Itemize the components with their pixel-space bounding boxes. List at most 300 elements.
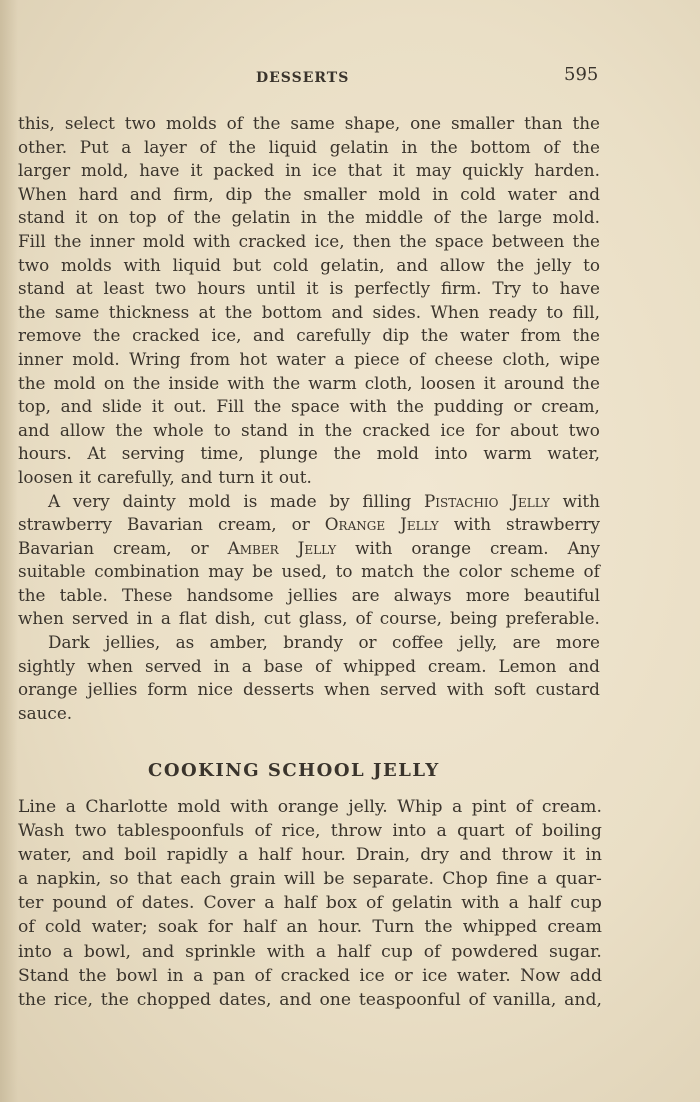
text-line: [18, 560, 600, 584]
word: the: [193, 207, 222, 228]
text-line: [18, 915, 602, 939]
word: of: [166, 207, 184, 228]
word: throw: [501, 845, 553, 866]
text-line: [18, 867, 602, 891]
word: of: [115, 893, 133, 914]
word: middle: [365, 207, 424, 228]
word: it: [190, 160, 203, 181]
word: of: [408, 348, 426, 369]
word: add: [569, 965, 602, 986]
word: sauce.: [18, 702, 73, 723]
word: coffee: [392, 632, 444, 653]
word: pan: [212, 965, 246, 986]
word: it: [260, 466, 273, 487]
word: jelly.: [348, 797, 388, 817]
word: Line: [18, 797, 57, 817]
word: out.: [173, 396, 207, 417]
word: remove: [18, 325, 82, 346]
word: cracked: [362, 419, 431, 440]
word: cold: [44, 917, 82, 938]
word: of: [543, 136, 560, 157]
word: soft: [493, 679, 526, 700]
word: the: [572, 136, 600, 157]
word: mold: [142, 230, 185, 251]
text-line: [18, 183, 600, 207]
word: ice: [359, 965, 385, 986]
word: in: [136, 608, 153, 629]
word: served: [144, 655, 202, 676]
word: top: [129, 207, 157, 228]
word: hour.: [301, 845, 346, 866]
word: cloth,: [364, 372, 413, 393]
word: cracked: [132, 325, 200, 346]
word: water,: [547, 443, 600, 464]
word: served: [71, 608, 129, 629]
word: rice,: [53, 989, 93, 1010]
word: carefully: [296, 325, 371, 346]
word: of: [254, 821, 272, 842]
word: A: [48, 490, 61, 511]
word: this,: [18, 113, 55, 133]
word: jellies,: [105, 632, 161, 653]
word: table.: [59, 584, 108, 605]
word: and,: [564, 989, 602, 1010]
word: two: [155, 278, 187, 299]
word: flat: [178, 608, 207, 629]
word: made: [270, 490, 317, 511]
word: Bavarian: [18, 537, 95, 558]
word: used,: [281, 561, 327, 582]
word: are: [351, 584, 380, 605]
word: hours.: [18, 443, 72, 464]
paragraph-mold-method: [18, 112, 600, 490]
word: ice: [312, 160, 337, 181]
word: the: [18, 372, 46, 393]
word: and: [279, 989, 312, 1010]
word: brandy: [283, 632, 344, 653]
word: cloth,: [502, 348, 551, 369]
word: to: [531, 278, 549, 299]
word: orange: [18, 679, 78, 700]
word: strawberry: [18, 514, 112, 535]
word: a: [241, 655, 252, 676]
word: Lemon: [498, 655, 557, 676]
word: same: [290, 113, 335, 133]
word: or: [358, 632, 377, 653]
word: box: [325, 893, 357, 914]
word: cup: [381, 941, 413, 962]
word: mold: [188, 490, 231, 511]
text-line: [18, 631, 600, 655]
word: with: [461, 893, 500, 914]
word: packed: [213, 160, 275, 181]
word: strawberry: [506, 514, 600, 535]
word: jellies: [287, 584, 338, 605]
word: dip: [382, 325, 410, 346]
word: or: [513, 396, 532, 417]
word: At: [87, 443, 106, 464]
word: ice,: [314, 230, 345, 251]
word: When: [18, 183, 67, 204]
word: and: [129, 183, 162, 204]
text-line: [18, 348, 600, 372]
word: inside: [168, 372, 220, 393]
word: in: [585, 845, 602, 866]
word: in: [401, 136, 418, 157]
word: have: [139, 160, 180, 181]
word: around: [503, 372, 565, 393]
word: the: [272, 372, 301, 393]
word: cheese: [434, 348, 494, 369]
word: warm: [483, 443, 532, 464]
word: half: [337, 941, 371, 962]
word: dates.: [141, 893, 195, 914]
text-line: [18, 324, 600, 348]
word: and: [253, 325, 285, 346]
word: hard: [78, 183, 119, 204]
word: Dark: [48, 632, 90, 653]
word: the: [324, 419, 353, 440]
word: two: [18, 254, 50, 275]
word: base: [263, 655, 304, 676]
word: a: [315, 941, 327, 962]
word: gelatin: [391, 893, 453, 914]
word: a: [65, 797, 76, 817]
word: Bavarian: [126, 514, 203, 535]
word: inner: [89, 230, 135, 251]
word: water,: [18, 845, 72, 866]
text-line: [18, 490, 600, 514]
word: is: [329, 278, 344, 299]
word: of: [515, 797, 533, 817]
word: orange: [277, 797, 339, 817]
text-line: [18, 466, 600, 490]
word: in: [300, 207, 317, 228]
text-line: [18, 442, 600, 466]
word: shape,: [344, 113, 401, 133]
word: bottom: [261, 301, 323, 322]
word: the: [430, 136, 458, 157]
word: orange: [411, 537, 472, 558]
word: cracked: [280, 965, 350, 986]
word: sugar.: [548, 941, 602, 962]
word: from: [520, 325, 561, 346]
word: being: [450, 608, 498, 629]
word: tablespoonfuls: [116, 821, 245, 842]
word: allow: [59, 419, 106, 440]
small-caps-word: Jelly: [511, 490, 550, 511]
word: stand: [241, 419, 288, 440]
word: when: [18, 608, 64, 629]
word: a: [121, 136, 132, 157]
word: quart: [457, 821, 505, 842]
word: the: [224, 301, 253, 322]
word: pound: [52, 893, 107, 914]
word: a: [62, 941, 73, 962]
word: slide: [101, 396, 142, 417]
word: the: [422, 561, 451, 582]
word: an: [286, 917, 308, 938]
word: mold.: [552, 207, 600, 228]
word: two: [568, 419, 600, 440]
text-line: [18, 940, 602, 964]
word: soak: [157, 917, 198, 938]
word: it: [392, 160, 405, 181]
word: quar-: [555, 869, 602, 890]
word: filling: [362, 490, 412, 511]
word: it: [306, 278, 319, 299]
word: the: [18, 301, 46, 322]
word: warm: [308, 372, 357, 393]
word: hours: [197, 278, 246, 299]
word: a: [18, 869, 29, 890]
word: the: [252, 113, 281, 133]
word: a: [451, 797, 463, 817]
word: out.: [278, 466, 312, 487]
word: it: [75, 207, 88, 228]
word: of: [226, 113, 243, 133]
word: Wash: [18, 821, 65, 842]
word: in: [213, 655, 230, 676]
word: boiling: [541, 821, 602, 842]
word: the: [572, 230, 600, 251]
word: glass,: [298, 608, 348, 629]
word: of: [583, 561, 600, 582]
word: throw: [330, 821, 383, 842]
text-line: [18, 843, 602, 867]
word: so: [109, 869, 129, 890]
word: the: [424, 917, 453, 938]
word: of: [254, 965, 272, 986]
word: sides.: [372, 301, 422, 322]
word: preferable.: [505, 608, 600, 629]
word: then: [352, 230, 392, 251]
word: the: [572, 113, 600, 133]
word: color: [458, 561, 502, 582]
word: bottom: [470, 136, 531, 157]
text-line: [18, 891, 602, 915]
body-text-lower: [18, 795, 602, 1012]
word: gelatin,: [320, 254, 385, 275]
word: and: [81, 845, 115, 866]
word: stand: [18, 207, 65, 228]
word: or: [291, 514, 310, 535]
word: vanilla,: [493, 989, 557, 1010]
word: it: [562, 845, 576, 866]
word: cracked: [238, 230, 307, 251]
word: but: [232, 254, 262, 275]
word: be: [252, 561, 273, 582]
paragraph-cooking-school-jelly: [18, 795, 602, 1012]
word: wipe: [559, 348, 600, 369]
word: the: [78, 965, 107, 986]
word: as: [175, 632, 195, 653]
word: space: [434, 230, 484, 251]
word: of: [468, 989, 486, 1010]
word: with: [446, 679, 484, 700]
text-line: [18, 678, 600, 702]
word: two: [124, 113, 156, 133]
text-line: [18, 230, 600, 254]
word: smaller: [303, 183, 367, 204]
word: served: [380, 679, 437, 700]
paragraph-dainty-mold: [18, 490, 600, 632]
word: water: [459, 325, 510, 346]
small-caps-word: Pistachio: [424, 490, 499, 511]
word: with: [227, 372, 265, 393]
word: and: [568, 655, 600, 676]
word: a: [334, 348, 345, 369]
word: with: [453, 514, 492, 535]
word: in: [285, 160, 302, 181]
word: ready: [488, 301, 537, 322]
word: half: [242, 917, 277, 938]
word: larger: [18, 160, 71, 181]
text-line: [18, 702, 600, 726]
word: layer: [143, 136, 187, 157]
word: of: [365, 893, 383, 914]
word: and: [331, 301, 364, 322]
word: with: [349, 396, 387, 417]
word: the: [53, 230, 82, 251]
word: of: [199, 136, 216, 157]
word: or: [394, 965, 413, 986]
word: and: [141, 941, 175, 962]
word: it: [78, 466, 92, 487]
word: on: [97, 207, 119, 228]
word: more: [556, 632, 600, 653]
word: one: [319, 989, 352, 1010]
word: the: [18, 584, 46, 605]
word: molds: [61, 254, 112, 275]
word: is: [243, 490, 258, 511]
word: cream: [547, 917, 602, 938]
word: in: [432, 183, 449, 204]
word: inner: [18, 348, 63, 369]
word: a: [160, 608, 171, 629]
word: allow: [439, 254, 485, 275]
word: perfectly: [354, 278, 431, 299]
word: loosen: [18, 466, 73, 487]
word: water;: [91, 917, 148, 938]
word: to: [213, 419, 231, 440]
word: mold: [177, 797, 221, 817]
text-line: [18, 964, 602, 988]
word: when: [87, 655, 133, 676]
word: the: [396, 396, 424, 417]
running-header-section: DESSERTS: [256, 70, 350, 86]
word: dry: [420, 845, 450, 866]
word: Stand: [18, 965, 70, 986]
word: Put: [79, 136, 109, 157]
word: dish,: [214, 608, 256, 629]
word: a: [264, 893, 275, 914]
word: ice: [422, 965, 448, 986]
word: jelly: [535, 254, 572, 275]
word: Wring: [129, 348, 181, 369]
word: a: [193, 965, 204, 986]
word: bowl: [116, 965, 158, 986]
word: between: [491, 230, 565, 251]
word: the: [264, 183, 292, 204]
word: scheme: [510, 561, 575, 582]
word: of: [433, 207, 450, 228]
word: and: [18, 419, 50, 440]
word: a: [237, 845, 249, 866]
text-line: [18, 607, 600, 631]
paragraph-dark-jellies: [18, 631, 600, 725]
word: rice,: [281, 821, 321, 842]
word: cut: [263, 608, 291, 629]
word: the: [399, 230, 427, 251]
word: or: [190, 537, 209, 558]
word: course,: [379, 608, 442, 629]
word: cream.: [427, 655, 487, 676]
word: ice,: [211, 325, 242, 346]
word: Fill: [18, 230, 46, 251]
word: sprinkle: [185, 941, 256, 962]
word: sightly: [18, 655, 76, 676]
text-line: [18, 112, 600, 136]
word: pudding: [433, 396, 504, 417]
word: These: [121, 584, 173, 605]
word: one: [410, 113, 442, 133]
word: mold: [53, 372, 96, 393]
word: mold: [378, 183, 421, 204]
word: serving: [121, 443, 185, 464]
word: and: [396, 254, 428, 275]
word: turn: [218, 466, 255, 487]
small-caps-word: Orange: [324, 514, 386, 535]
word: into: [392, 821, 427, 842]
text-line: [18, 206, 600, 230]
word: Cover: [203, 893, 256, 914]
word: liquid: [268, 136, 318, 157]
word: Chop: [442, 869, 488, 890]
word: Drain,: [355, 845, 411, 866]
word: it: [483, 372, 496, 393]
word: piece: [354, 348, 400, 369]
word: the: [496, 254, 525, 275]
word: a: [508, 893, 519, 914]
word: firm.: [440, 278, 482, 299]
word: of: [314, 655, 332, 676]
word: for: [475, 419, 500, 440]
word: the: [253, 396, 282, 417]
word: nice: [197, 679, 234, 700]
word: Now: [520, 965, 561, 986]
word: will: [283, 869, 316, 890]
word: in: [298, 419, 315, 440]
word: the: [460, 207, 488, 228]
word: the: [93, 325, 121, 346]
word: with: [193, 230, 231, 251]
word: select: [64, 113, 115, 133]
word: cream.: [541, 797, 602, 817]
word: at: [198, 301, 216, 322]
text-line: [18, 988, 602, 1012]
word: of: [514, 821, 532, 842]
word: dip: [225, 183, 253, 204]
word: for: [207, 917, 233, 938]
word: mold: [376, 443, 419, 464]
word: least: [103, 278, 145, 299]
word: thickness: [108, 301, 190, 322]
word: the: [228, 136, 256, 157]
word: firm,: [173, 183, 214, 204]
word: dates,: [218, 989, 272, 1010]
word: the: [327, 207, 355, 228]
